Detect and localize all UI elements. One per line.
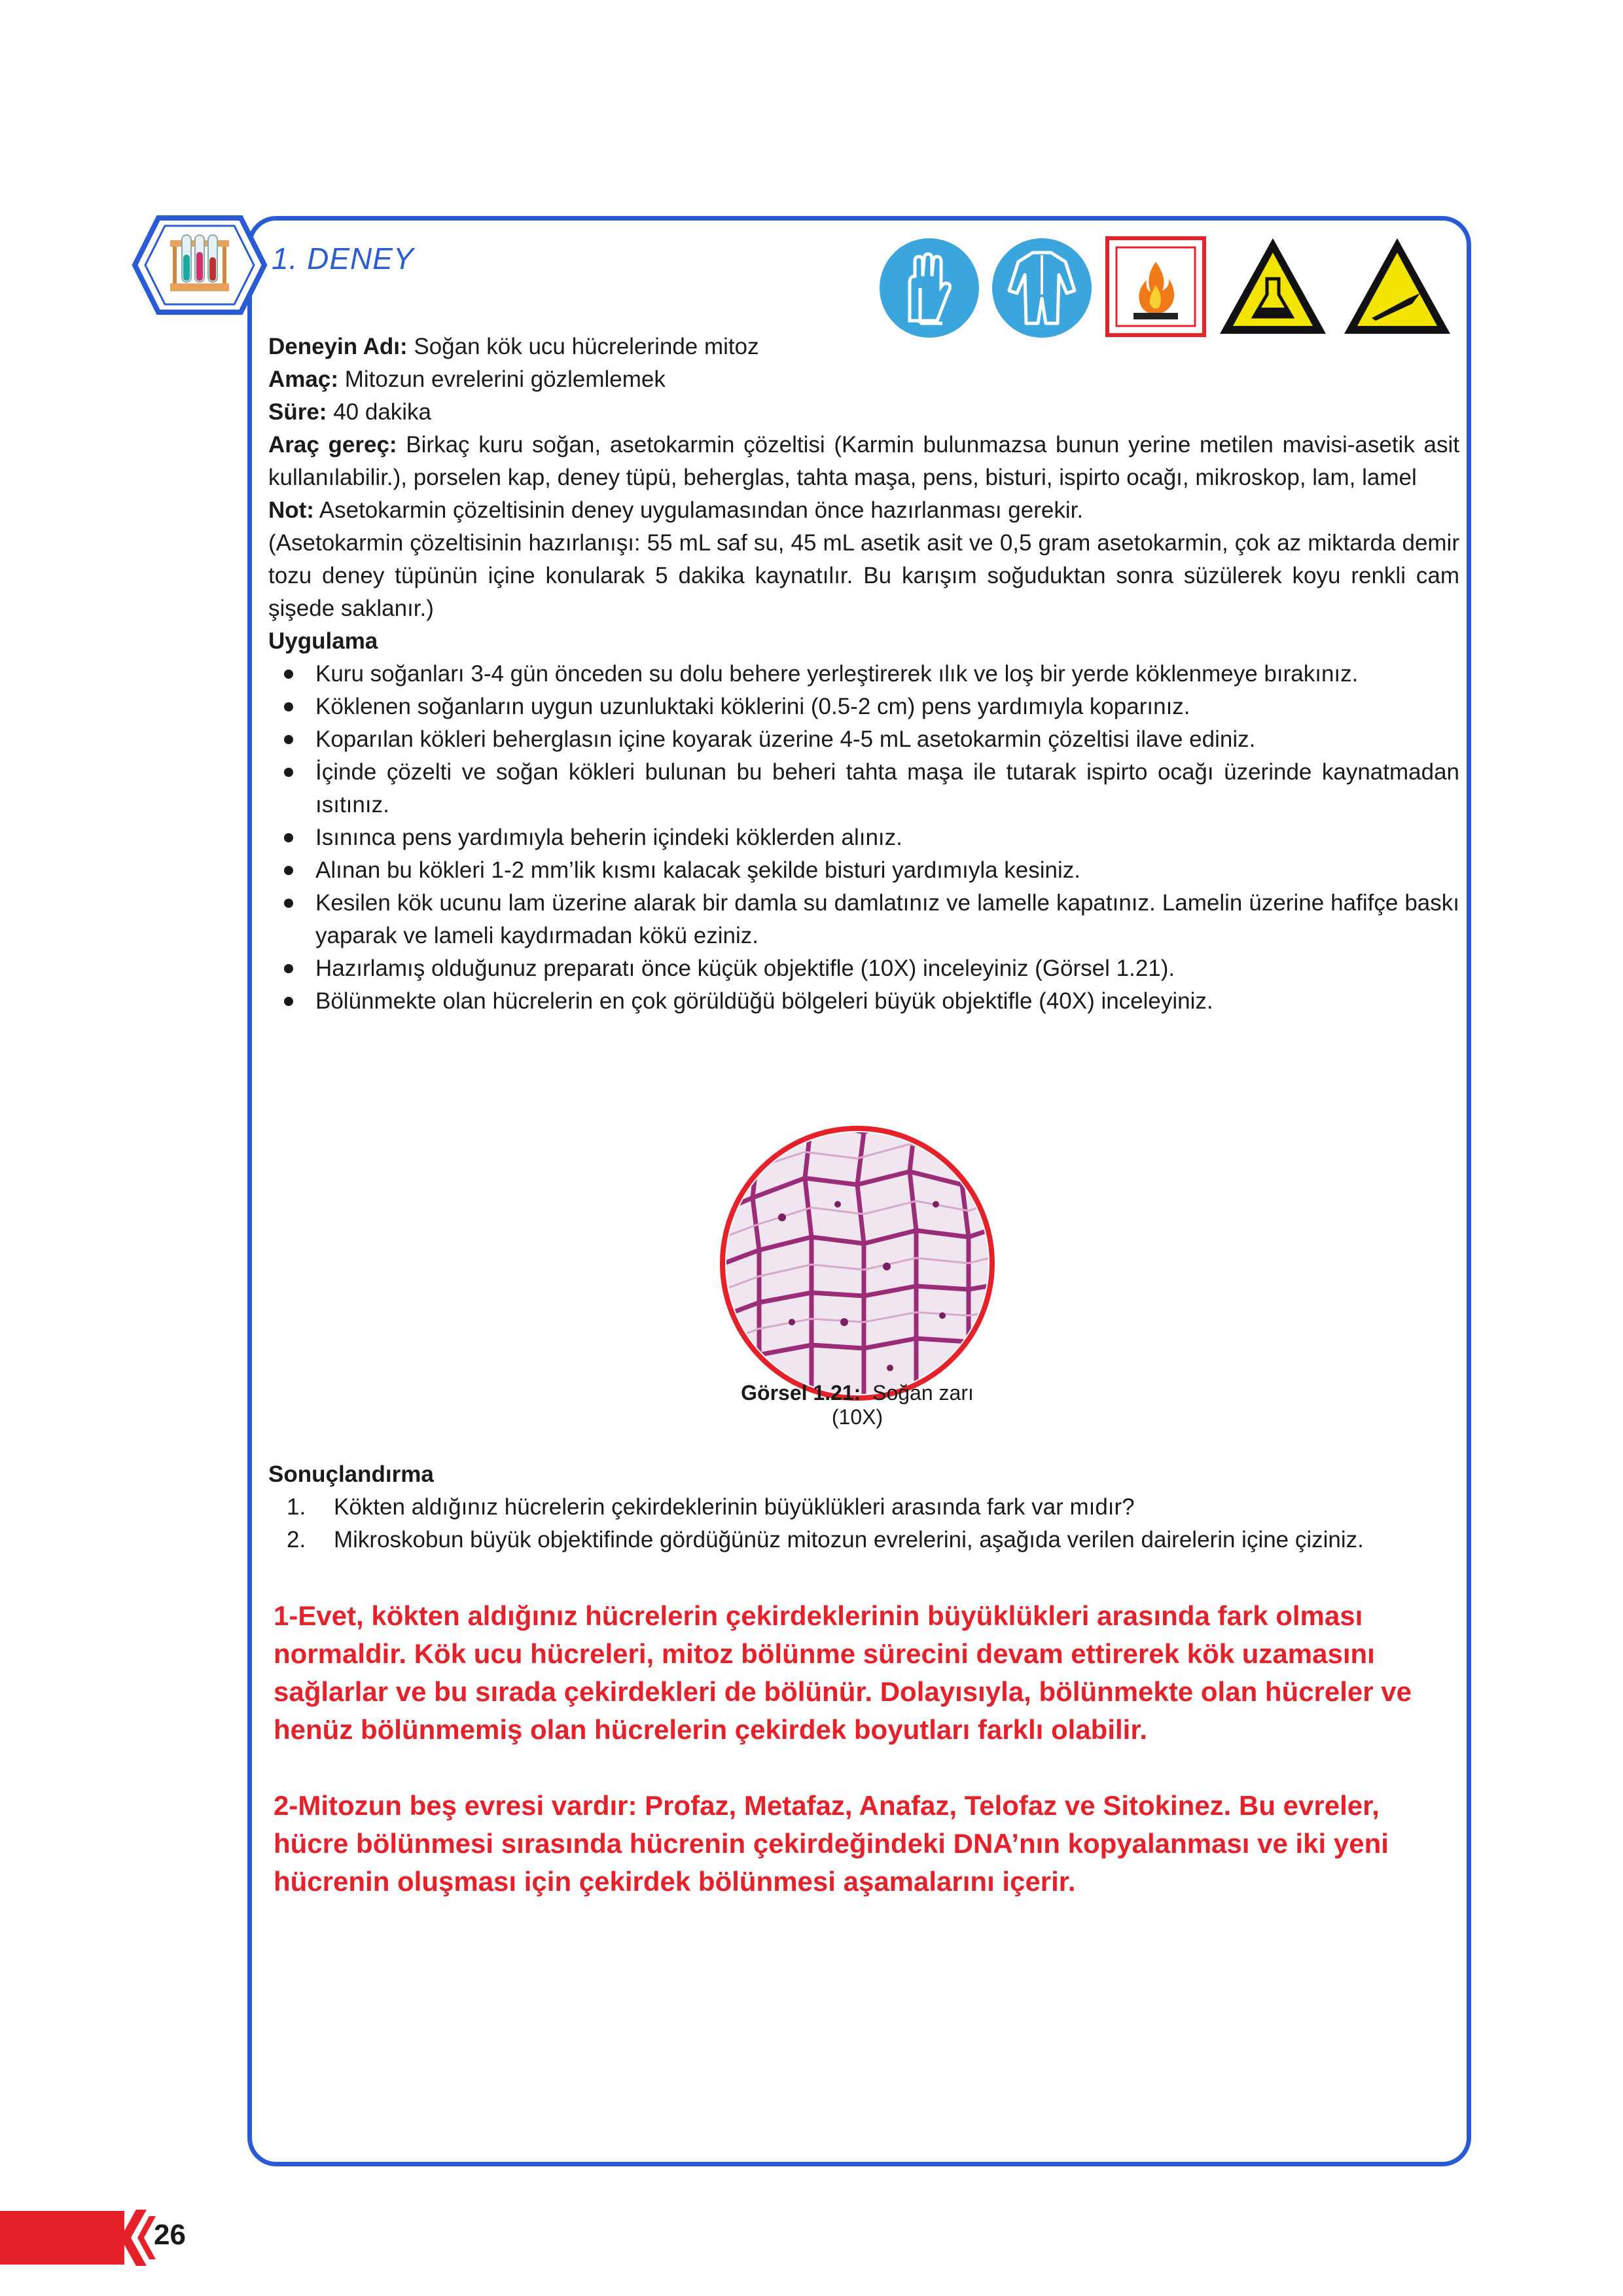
answer-1: 1-Evet, kökten aldığınız hücrelerin çekirdeklerinin büyüklükleri arasında fark olması normaldir. Kök ucu hücreleri, mitoz bölünme sürecini devam ettirerek kök uzamasını sağlarlar ve bu sırada çekirdekleri de bölünür. Dolayısıyla, bölünmekte olan hücreler ve henüz bölünmemiş olan hücrelerin çekirdek boyutları farklı olabilir.	[274, 1600, 1412, 1745]
conclusion-questions	[268, 1491, 1459, 1556]
answer-2: 2-Mitozun beş evresi vardır: Profaz, Metafaz, Anafaz, Telofaz ve Sitokinez. Bu evreler, hücre bölünmesi sırasında hücrenin çekirdeğindeki DNA’nın kopyalanması ve iki yeni hücrenin oluşması için çekirdek bölünmesi aşamalarını içerir.	[274, 1790, 1389, 1897]
figure-caption-text: Soğan zarı (10X)	[831, 1381, 974, 1429]
conclusion-heading	[268, 1458, 1459, 1491]
conclusion-heading-text: Sonuçlandırma	[268, 1462, 434, 1487]
figure-caption	[720, 1381, 995, 1429]
procedure-steps	[268, 658, 1459, 1018]
question-text: Kökten aldığınız hücrelerin çekirdeklerinin büyüklükleri arasında fark var mıdır?	[334, 1494, 1135, 1520]
procedure-step: Isınınca pens yardımıyla beherin içindeki köklerden alınız.	[268, 821, 1459, 854]
procedure-step: Alınan bu kökleri 1-2 mm’lik kısmı kalacak şekilde bisturi yardımıyla kesiniz.	[268, 854, 1459, 887]
experiment-content	[268, 331, 1459, 1018]
procedure-step: Koparılan kökleri beherglasın içine koyarak üzerine 4-5 mL asetokarmin çözeltisi ilave ediniz.	[268, 723, 1459, 756]
aim-label: Amaç:	[268, 367, 338, 392]
page-number-bar	[0, 2211, 124, 2265]
note-label: Not:	[268, 497, 314, 523]
procedure-step: Kuru soğanları 3-4 gün önceden su dolu behere yerleştirerek ılık ve loş bir yerde köklenmeye bırakınız.	[268, 658, 1459, 691]
test-tubes-icon	[131, 213, 268, 317]
question-number: 1.	[287, 1494, 306, 1520]
aim-value: Mitozun evrelerini gözlemlemek	[338, 367, 666, 392]
conclusion-question	[268, 1491, 1459, 1524]
conclusion-question	[268, 1524, 1459, 1556]
duration-label: Süre:	[268, 399, 327, 425]
chevron-left-icon	[118, 2207, 157, 2269]
answers-section	[274, 1597, 1452, 1939]
duration-value: 40 dakika	[327, 399, 432, 425]
experiment-name-line	[268, 331, 1459, 363]
page-number: 26	[154, 2219, 186, 2251]
lab-coat-icon	[990, 236, 1094, 340]
chemical-hazard-icon	[1217, 236, 1329, 338]
preparation-text: (Asetokarmin çözeltisinin hazırlanışı: 55 mL saf su, 45 mL asetik asit ve 0,5 gram asetokarmin, çok az miktarda demir tozu deney tüpünün içine konularak 5 dakika kaynatılır. Bu karışım soğuduktan sonra süzülerek koyu renkli cam şişede saklanır.)	[268, 530, 1459, 621]
conclusion-section	[268, 1458, 1459, 1556]
sharp-object-icon	[1342, 236, 1453, 338]
experiment-title: 1. DENEY	[272, 242, 414, 276]
procedure-heading	[268, 625, 1459, 658]
experiment-name-label: Deneyin Adı:	[268, 334, 408, 359]
procedure-step: Kesilen kök ucunu lam üzerine alarak bir damla su damlatınız ve lamelle kapatınız. Lamelin üzerine hafifçe baskı yaparak ve lameli kaydırmadan kökü eziniz.	[268, 887, 1459, 952]
flammable-icon	[1105, 236, 1207, 338]
procedure-step: Hazırlamış olduğunuz preparatı önce küçük objektifle (10X) inceleyiniz (Görsel 1.21).	[268, 952, 1459, 985]
procedure-step: Bölünmekte olan hücrelerin en çok görüldüğü bölgeleri büyük objektifle (40X) inceleyiniz.	[268, 985, 1459, 1018]
tools-line	[268, 429, 1459, 494]
procedure-heading-text: Uygulama	[268, 628, 378, 654]
procedure-step: Köklenen soğanların uygun uzunluktaki köklerini (0.5-2 cm) pens yardımıyla koparınız.	[268, 691, 1459, 723]
question-text: Mikroskobun büyük objektifinde gördüğünüz mitozun evrelerini, aşağıda verilen dairelerin içine çiziniz.	[334, 1527, 1364, 1552]
note-line	[268, 494, 1459, 527]
onion-cells-micrograph	[720, 1126, 995, 1401]
question-number: 2.	[287, 1527, 306, 1552]
procedure-step: İçinde çözelti ve soğan kökleri bulunan bu beheri tahta maşa ile tutarak ispirto ocağı üzerinde kaynatmadan ısıtınız.	[268, 756, 1459, 821]
tools-value: Birkaç kuru soğan, asetokarmin çözeltisi (Karmin bulunmazsa bunun yerine metilen mavisi-asetik asit kullanılabilir.), porselen kap, deney tüpü, beherglas, tahta maşa, pens, bisturi, ispirto ocağı, mikroskop, lam, lamel	[268, 432, 1460, 490]
figure-label: Görsel 1.21:	[741, 1381, 861, 1405]
aim-line	[268, 363, 1459, 396]
experiment-name-value: Soğan kök ucu hücrelerinde mitoz	[407, 334, 759, 359]
gloves-icon	[877, 236, 982, 340]
duration-line	[268, 396, 1459, 429]
tools-label: Araç gereç:	[268, 432, 397, 457]
note-value: Asetokarmin çözeltisinin deney uygulamasından önce hazırlanması gerekir.	[313, 497, 1084, 523]
